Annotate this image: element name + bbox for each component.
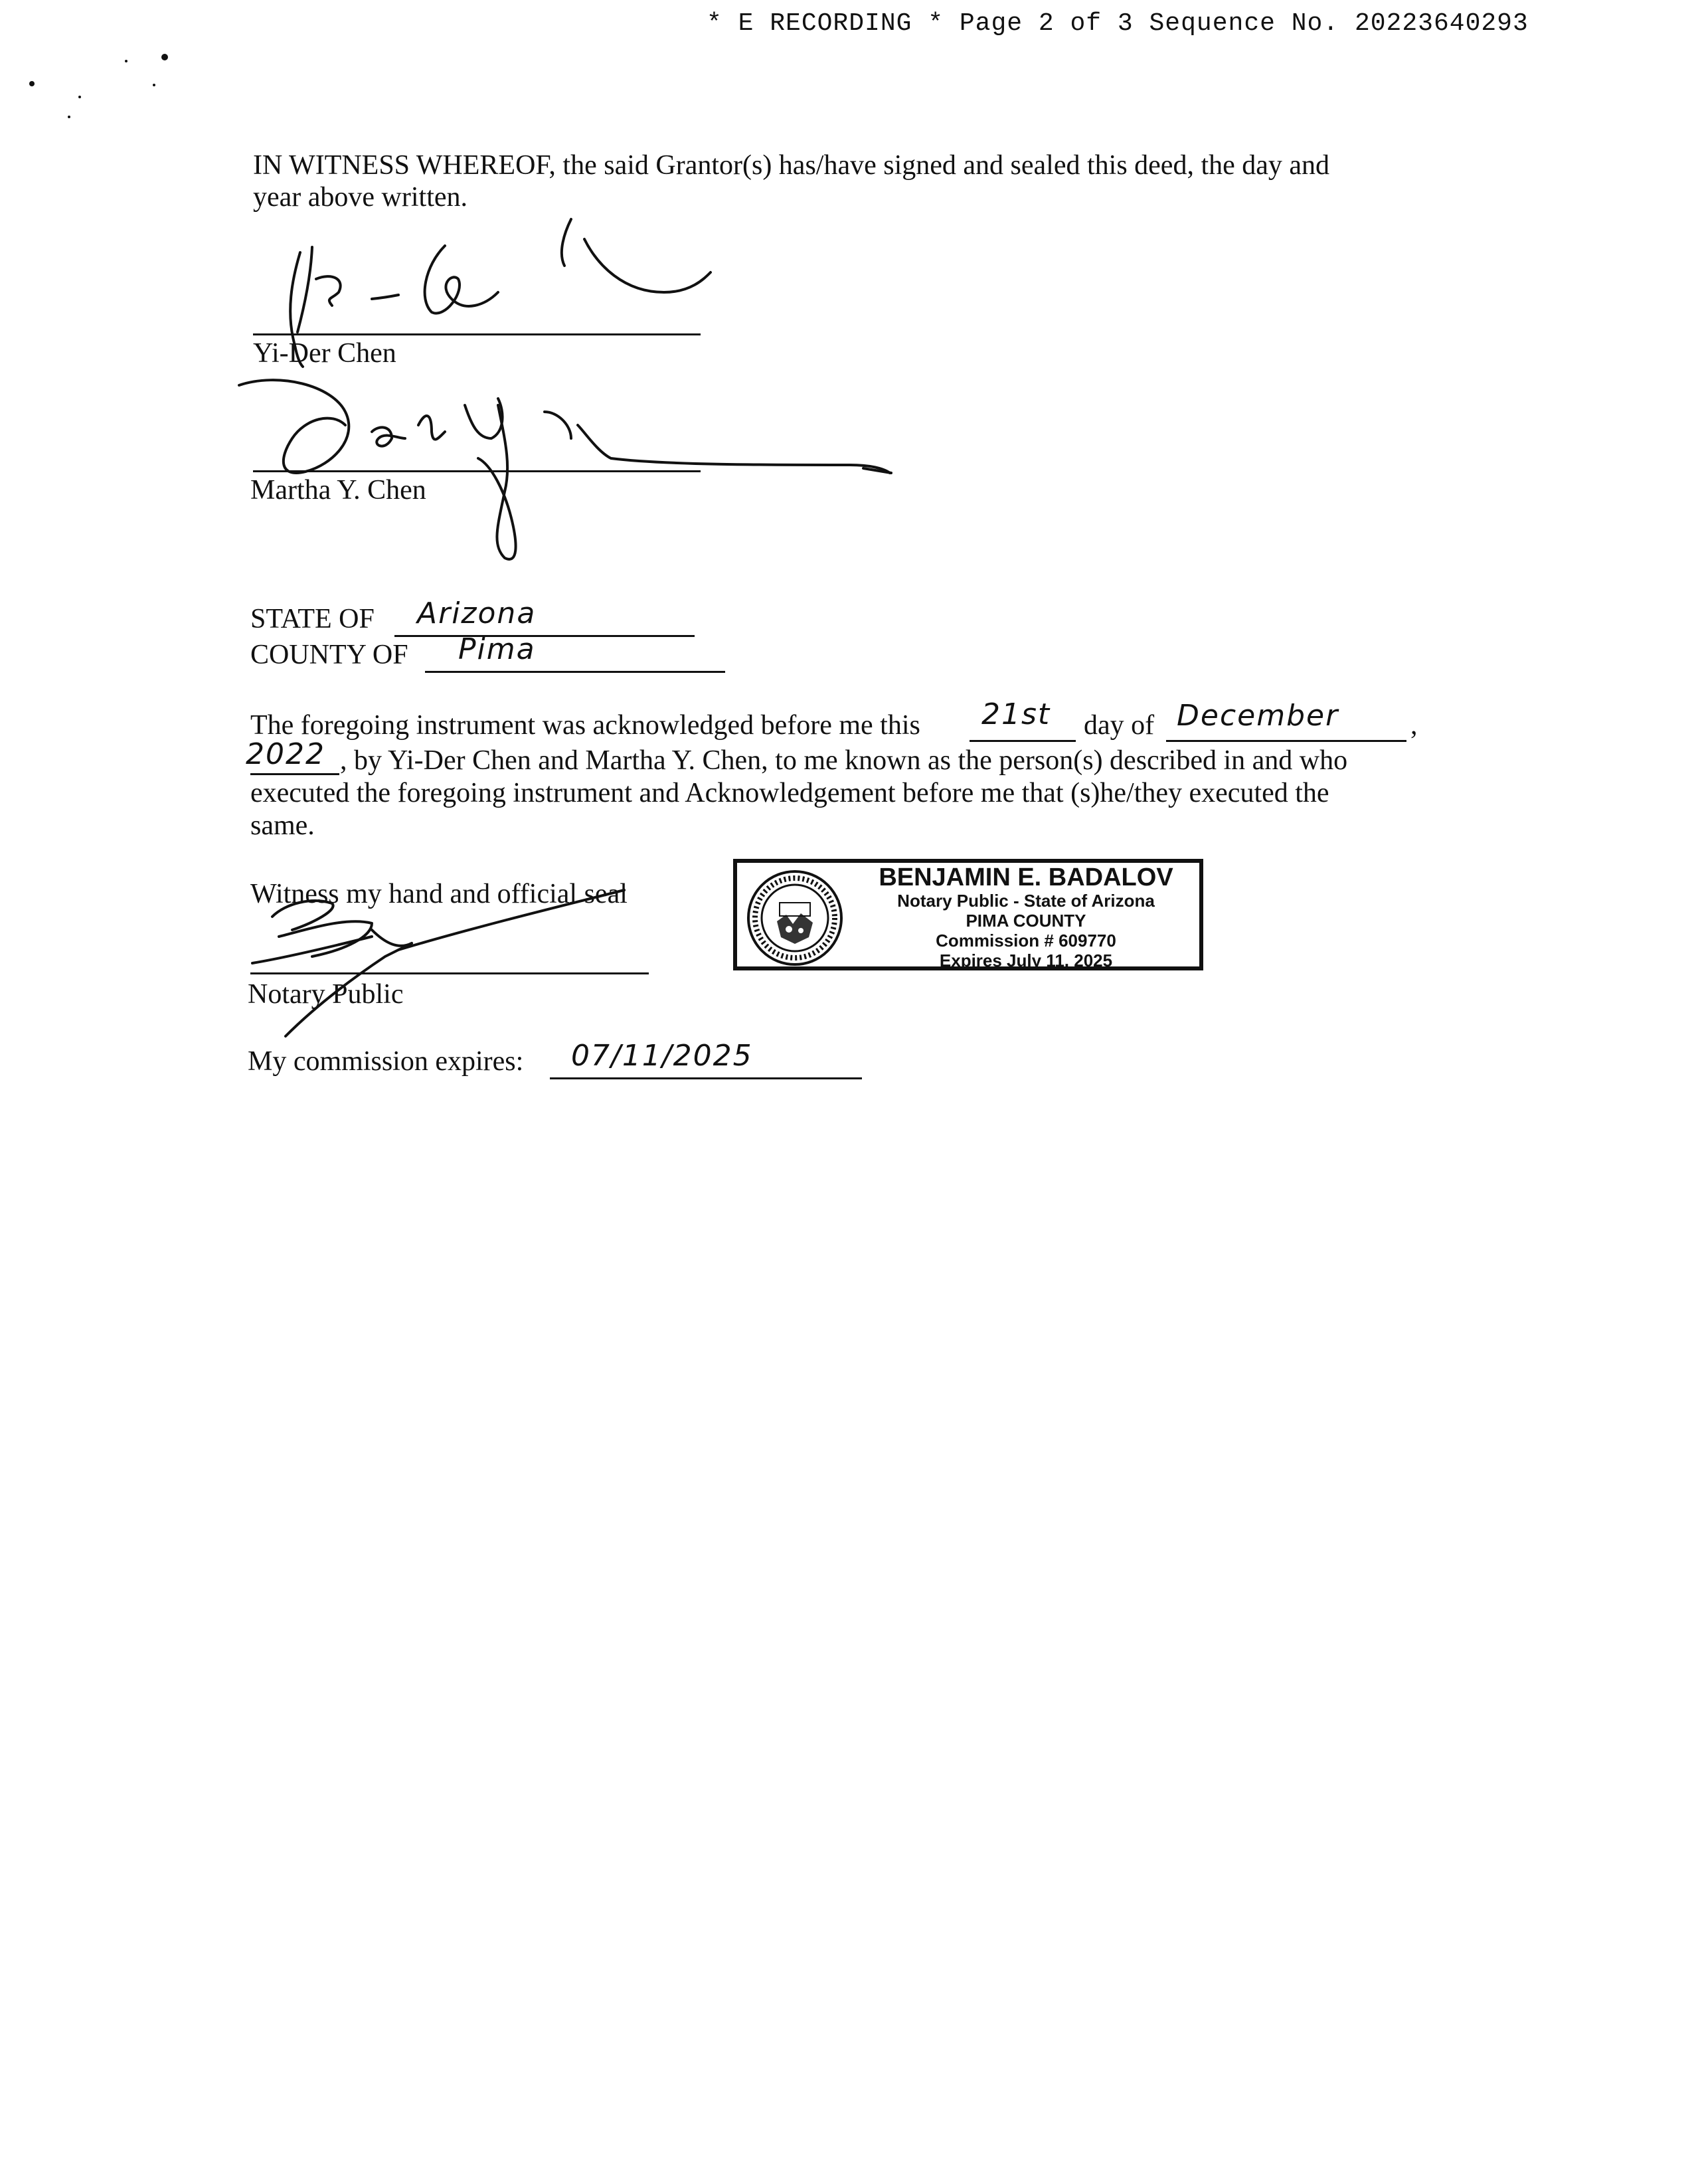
stamp-county-line: PIMA COUNTY (966, 911, 1086, 931)
ack-day-blank (970, 740, 1076, 742)
ack-year-blank (250, 773, 339, 775)
signature-line-1 (253, 333, 701, 335)
ack-month-value: December (1177, 699, 1339, 733)
stamp-commission-line: Commission # 609770 (936, 931, 1116, 951)
ack-text-line4: same. (250, 810, 315, 841)
ack-text-part3: , by Yi-Der Chen and Martha Y. Chen, to me known as the person(s) described in and who (340, 745, 1348, 776)
state-label: STATE OF (250, 604, 375, 634)
stamp-notary-name: BENJAMIN E. BADALOV (879, 864, 1173, 891)
commission-label: My commission expires: (248, 1046, 524, 1077)
witness-seal-label: Witness my hand and official seal (250, 879, 628, 909)
witness-clause-line1: IN WITNESS WHEREOF, the said Grantor(s) has/have signed and sealed this deed, the day and (253, 150, 1330, 181)
county-value: Pima (458, 632, 536, 666)
notary-signature-line (250, 972, 649, 974)
signature-line-2 (253, 470, 701, 472)
notary-public-label: Notary Public (248, 979, 404, 1010)
stamp-state-line: Notary Public - State of Arizona (897, 891, 1155, 911)
stamp-expiry-line: Expires July 11, 2025 (939, 951, 1113, 970)
ack-year-value: 2022 (246, 737, 325, 771)
commission-value: 07/11/2025 (571, 1039, 753, 1073)
state-blank (394, 635, 695, 637)
notary-stamp (733, 859, 1203, 970)
ack-day-value: 21st (981, 697, 1051, 731)
state-value: Arizona (417, 596, 537, 630)
signer-name-2: Martha Y. Chen (250, 475, 426, 505)
ack-comma: , (1410, 710, 1418, 741)
scan-specks (0, 0, 199, 133)
ack-month-blank (1166, 740, 1406, 742)
ack-text-part2: day of (1084, 710, 1155, 741)
recording-header: * E RECORDING * Page 2 of 3 Sequence No. 20223640293 (707, 9, 1529, 38)
county-blank (425, 671, 725, 673)
signature-notary (252, 890, 624, 1036)
signer-name-1: Yi-Der Chen (253, 338, 396, 369)
commission-blank (550, 1077, 862, 1079)
witness-clause-line2: year above written. (253, 182, 468, 213)
county-label: COUNTY OF (250, 640, 408, 670)
ack-text-part1: The foregoing instrument was acknowledged before me this (250, 710, 920, 741)
state-seal-icon (745, 868, 845, 968)
ack-text-line3: executed the foregoing instrument and Acknowledgement before me that (s)he/they executed the (250, 778, 1329, 808)
